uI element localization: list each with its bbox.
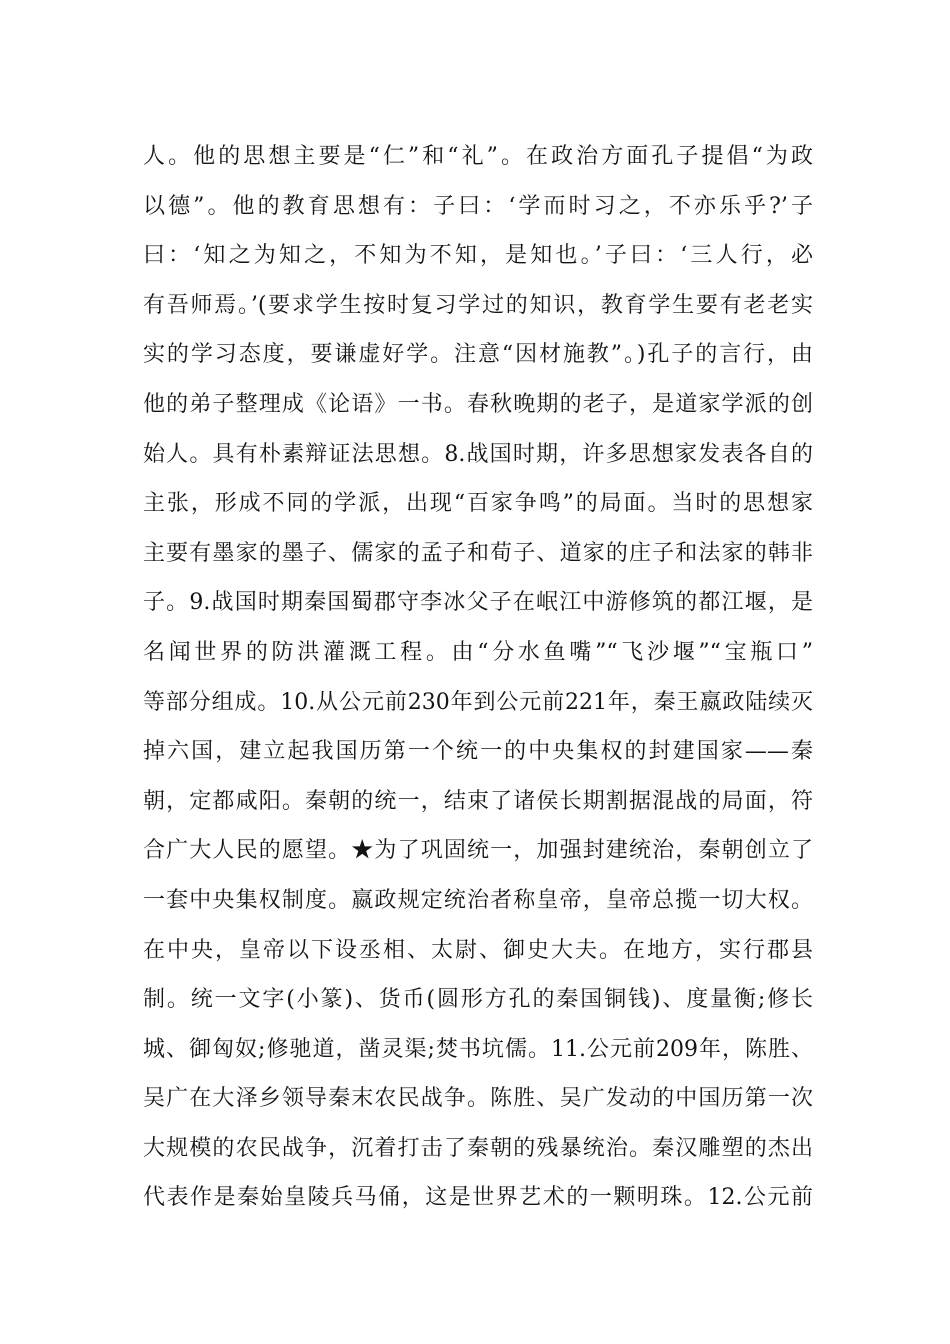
text-line: 在中央，皇帝以下设丞相、太尉、御史大夫。在地方，实行郡县 (143, 937, 813, 963)
text-line: 合广大人民的愿望。★为了巩固统一，加强封建统治，秦朝创立了 (143, 838, 813, 864)
text-line: 大规模的农民战争，沉着打击了秦朝的残暴统治。秦汉雕塑的杰出 (143, 1135, 813, 1161)
text-line: 始人。具有朴素辩证法思想。8.战国时期，许多思想家发表各自的 (143, 441, 813, 467)
text-line: 吴广在大泽乡领导秦末农民战争。陈胜、吴广发动的中国历第一次 (143, 1086, 813, 1112)
text-line: 实的学习态度，要谦虚好学。注意“因材施教”。)孔子的言行，由 (143, 342, 813, 368)
text-line: 他的弟子整理成《论语》一书。春秋晚期的老子，是道家学派的创 (143, 391, 813, 417)
text-line: 城、御匈奴;修驰道，凿灵渠;焚书坑儒。11.公元前209年，陈胜、 (143, 1036, 813, 1062)
text-line: 朝，定都咸阳。秦朝的统一，结束了诸侯长期割据混战的局面，符 (143, 788, 813, 814)
text-line: 有吾师焉。’(要求学生按时复习学过的知识，教育学生要有老老实 (143, 292, 813, 318)
text-line: 曰：‘知之为知之，不知为不知，是知也。’子曰：‘三人行，必 (143, 243, 813, 269)
text-line: 以德”。他的教育思想有：子曰：‘学而时习之，不亦乐乎?’子 (143, 193, 813, 219)
text-line: 人。他的思想主要是“仁”和“礼”。在政治方面孔子提倡“为政 (143, 144, 813, 169)
text-line: 代表作是秦始皇陵兵马俑，这是世界艺术的一颗明珠。12.公元前 (143, 1185, 813, 1211)
body-text (143, 132, 813, 1223)
text-line: 子。9.战国时期秦国蜀郡守李冰父子在岷江中游修筑的都江堰，是 (143, 590, 813, 616)
text-line: 主要有墨家的墨子、儒家的孟子和荀子、道家的庄子和法家的韩非 (143, 540, 813, 566)
text-line: 主张，形成不同的学派，出现“百家争鸣”的局面。当时的思想家 (143, 491, 813, 517)
text-line: 名闻世界的防洪灌溉工程。由“分水鱼嘴”“飞沙堰”“宝瓶口” (143, 639, 813, 665)
text-line: 一套中央集权制度。嬴政规定统治者称皇帝，皇帝总揽一切大权。 (143, 887, 813, 913)
text-line: 掉六国，建立起我国历第一个统一的中央集权的封建国家——秦 (143, 739, 813, 765)
text-line: 制。统一文字(小篆)、货币(圆形方孔的秦国铜钱)、度量衡;修长 (143, 987, 813, 1013)
text-line: 等部分组成。10.从公元前230年到公元前221年，秦王嬴政陆续灭 (143, 689, 813, 715)
